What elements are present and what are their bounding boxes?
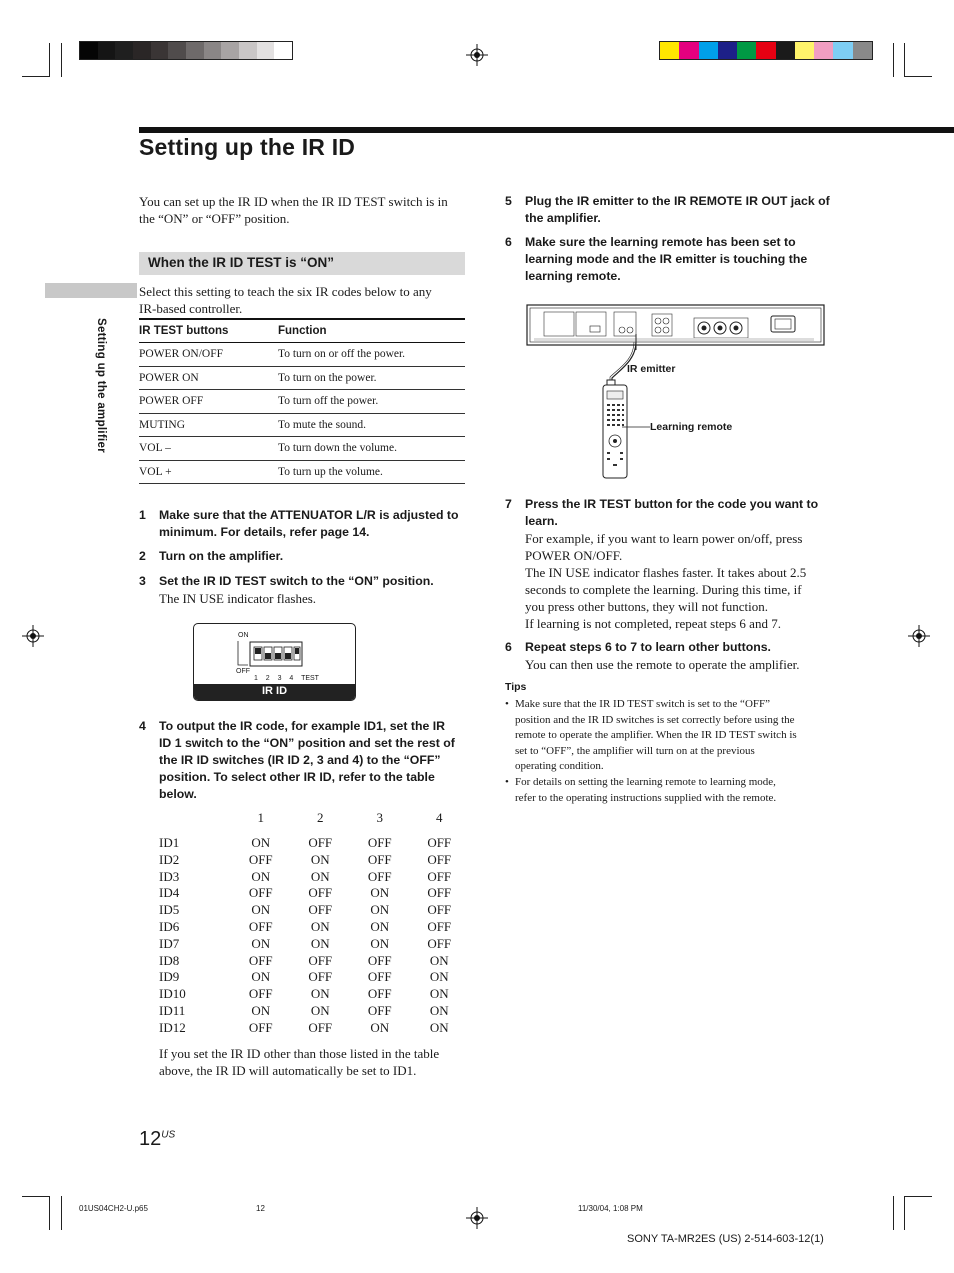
color-swatch (833, 42, 852, 59)
table-cell: To turn on the power. (278, 366, 465, 390)
table-row: ID3 ON ON OFF OFF (159, 868, 452, 884)
registration-mark-icon (22, 625, 44, 647)
step-5: 5 Plug the IR emitter to the IR REMOTE IR OUT jack of the amplifier. (505, 194, 830, 225)
ir-id-switch-figure (193, 623, 356, 701)
color-swatch (151, 42, 169, 59)
table-header: 2 (317, 810, 324, 825)
color-swatch (660, 42, 679, 59)
color-swatch (795, 42, 814, 59)
table-row: ID10 OFF ON OFF ON (159, 986, 449, 1002)
step-2: 2 Turn on the amplifier. (139, 549, 284, 563)
table-cell: POWER OFF (139, 390, 278, 414)
intro-text: You can set up the IR ID when the IR ID TEST switch is in the “ON” or “OFF” position. (139, 194, 448, 226)
color-swatch (98, 42, 116, 59)
table-cell: VOL + (139, 460, 278, 484)
table-row: ID12 OFF OFF ON ON (159, 1019, 449, 1035)
tips-list (505, 697, 845, 806)
table-header: IR TEST buttons (139, 319, 278, 343)
step-repeat: 6 Repeat steps 6 to 7 to learn other buttons. You can then use the remote to operate the amplifier. (505, 640, 800, 672)
registration-mark-icon (908, 625, 930, 647)
process-color-bar (659, 41, 873, 60)
table-header: 1 (257, 810, 264, 825)
registration-mark-icon (466, 1207, 488, 1229)
table-header: Function (278, 319, 465, 343)
color-swatch (853, 42, 872, 59)
dip-switch-icon (234, 639, 314, 675)
table-row: ID5 ON OFF ON OFF (159, 902, 452, 918)
step-6: 6 Make sure the learning remote has been set to learning mode and the IR emitter is touching the learning remote. (505, 235, 808, 283)
color-swatch (776, 42, 795, 59)
table-row (139, 390, 465, 414)
learning-remote-leader-line (622, 424, 652, 430)
table-cell: To turn down the volume. (278, 437, 465, 461)
table-cell: MUTING (139, 413, 278, 437)
page-number: $12^{US}$ (139, 1128, 176, 1150)
table-row: ID8 OFF OFF OFF ON (159, 952, 449, 968)
table-row (139, 366, 465, 390)
table-cell: To turn off the power. (278, 390, 465, 414)
table-row (139, 343, 465, 367)
table-row (139, 437, 465, 461)
tips-heading: Tips (505, 681, 527, 693)
color-swatch (239, 42, 257, 59)
table-row: ID9 ON OFF OFF ON (159, 969, 449, 985)
footer-date: 11/30/04, 1:08 PM (578, 1204, 643, 1213)
table-row: ID11 ON ON OFF ON (159, 1002, 449, 1018)
footer-file: 01US04CH2-U.p65 (79, 1204, 148, 1213)
color-swatch (204, 42, 222, 59)
table-header: 4 (436, 810, 443, 825)
section-intro-text: Select this setting to teach the six IR codes below to any IR-based controller. (139, 284, 432, 316)
table-cell: POWER ON/OFF (139, 343, 278, 367)
table-row: ID4 OFF OFF ON OFF (159, 885, 452, 901)
color-swatch (756, 42, 775, 59)
ir-id-table (159, 810, 469, 1037)
color-swatch (186, 42, 204, 59)
registration-mark-icon (466, 44, 488, 66)
side-tab-label: Setting up the amplifier (95, 318, 107, 453)
table-header-row (139, 319, 465, 343)
learning-remote-icon (602, 384, 628, 479)
side-tab-marker (45, 283, 137, 298)
step-4: 4 To output the IR code, for example ID1, set the IR ID 1 switch to the “ON” position and set the rest of the IR ID switches (IR ID 2, 3 and 4) to the “OFF” position. To select other IR ID, refer to the table below. (139, 719, 455, 801)
amplifier-rear-panel-figure (526, 304, 826, 350)
table-cell: To mute the sound. (278, 413, 465, 437)
color-swatch (699, 42, 718, 59)
title-rule (139, 127, 954, 133)
id-note: If you set the IR ID other than those listed in the table above, the IR ID will automatically be set to ID1. (159, 1046, 440, 1078)
color-swatch (274, 42, 292, 59)
page-title: Setting up the IR ID (139, 134, 356, 160)
switch-on-label: ON (238, 632, 249, 639)
ir-test-table (139, 318, 465, 484)
color-swatch (115, 42, 133, 59)
table-row: ID2 OFF ON OFF OFF (159, 851, 452, 867)
table-cell: VOL – (139, 437, 278, 461)
step-3: 3 Set the IR ID TEST switch to the “ON” position. The IN USE indicator flashes. (139, 574, 434, 606)
color-swatch (80, 42, 98, 59)
color-swatch (133, 42, 151, 59)
table-header: 3 (376, 810, 383, 825)
tip-item: • For details on setting the learning remote to learning mode, refer to the operating instructions supplied with the remote. (505, 775, 777, 804)
table-row: ID7 ON ON ON OFF (159, 935, 452, 951)
table-header-row (159, 810, 469, 835)
color-swatch (718, 42, 737, 59)
grayscale-color-bar (79, 41, 293, 60)
table-row: ID1 ON OFF OFF OFF (159, 835, 452, 850)
tip-item: • Make sure that the IR ID TEST switch is set to the “OFF” position and the IR ID switches is set correctly before using the remote to operate the amplifier. When the IR ID TEST switch is set to “OFF”, the amplifier will turn on at the previous operating condition. (505, 698, 797, 773)
table-row: ID6 OFF ON ON OFF (159, 918, 452, 934)
ir-id-label: IR ID (194, 684, 355, 700)
switch-numbers: 1 2 3 4 TEST (254, 675, 319, 682)
step-7: 7 Press the IR TEST button for the code you want to learn. For example, if you want to learn power on/off, press POWER ON/OFF. The IN USE indicator flashes faster. It takes about 2.5 seconds to complete the learning. During this time, if you press other buttons, they will not function. If learning is not completed, repeat steps 6 and 7. (505, 497, 819, 631)
table-row (139, 413, 465, 437)
color-swatch (168, 42, 186, 59)
table-cell: To turn up the volume. (278, 460, 465, 484)
footer-page: 12 (256, 1204, 265, 1213)
color-swatch (737, 42, 756, 59)
table-row (139, 460, 465, 484)
section-heading: When the IR ID TEST is “ON” (139, 252, 465, 275)
color-swatch (679, 42, 698, 59)
table-cell: POWER ON (139, 366, 278, 390)
learning-remote-label: Learning remote (650, 421, 733, 433)
footer-model: SONY TA-MR2ES (US) 2-514-603-12(1) (627, 1233, 824, 1245)
table-cell: To turn on or off the power. (278, 343, 465, 367)
ir-emitter-label: IR emitter (627, 363, 676, 375)
color-swatch (221, 42, 239, 59)
color-swatch (814, 42, 833, 59)
color-swatch (257, 42, 275, 59)
switch-off-label: OFF (236, 668, 250, 675)
step-1: 1 Make sure that the ATTENUATOR L/R is adjusted to minimum. For details, refer page 14. (139, 508, 459, 539)
